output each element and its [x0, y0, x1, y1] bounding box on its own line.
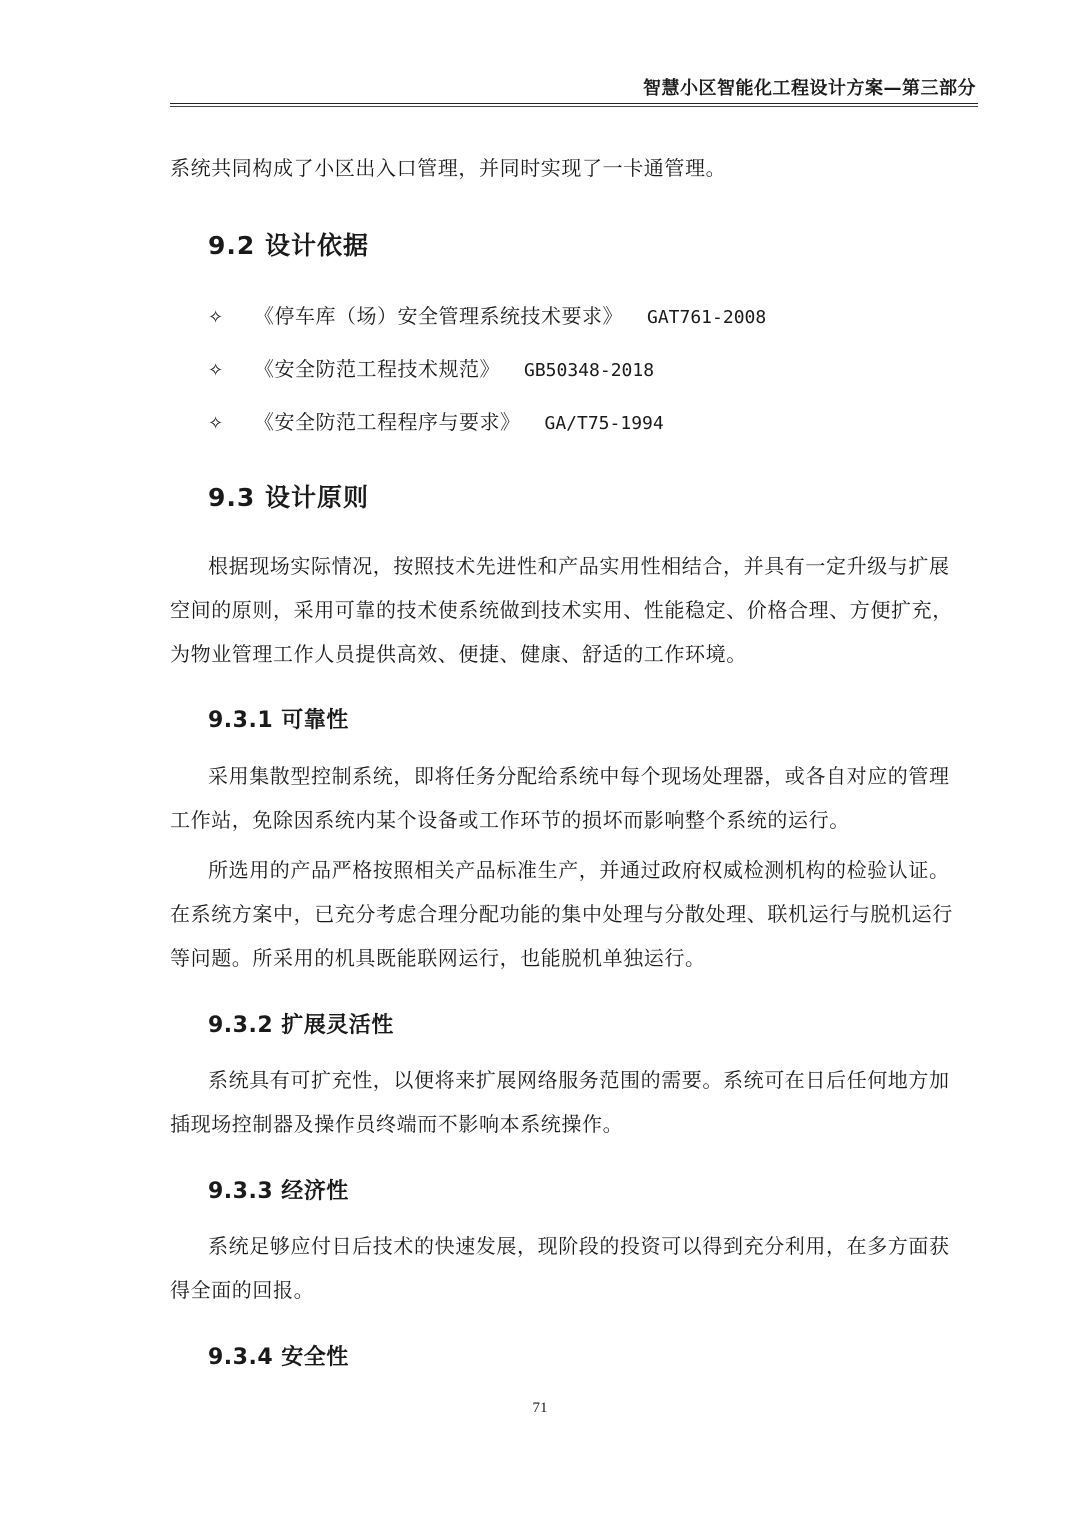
body-paragraph: 根据现场实际情况，按照技术先进性和产品实用性相结合，并具有一定升级与扩展空间的原则，采用可靠的技术使系统做到技术实用、性能稳定、价格合理、方便扩充，为物业管理工作人员提供高效、便捷、健康、舒适的工作环境。 [170, 554, 953, 666]
reference-title: 《安全防范工程技术规范》 [254, 357, 500, 381]
diamond-star-icon: ✧ [208, 307, 224, 328]
reference-item [208, 300, 766, 330]
diamond-star-icon: ✧ [208, 360, 224, 381]
subsection-heading-9-3-4: 9.3.4 安全性 [208, 1345, 349, 1370]
reference-code: GA/T75-1994 [544, 413, 664, 434]
page-number: 71 [532, 1400, 548, 1416]
section-heading-9-2: 9.2 设计依据 [208, 231, 369, 260]
intro-paragraph: 系统共同构成了小区出入口管理，并同时实现了一卡通管理。 [170, 156, 727, 180]
reference-item [208, 406, 664, 436]
body-paragraph: 采用集散型控制系统，即将任务分配给系统中每个现场处理器，或各自对应的管理工作站，免除因系统内某个设备或工作环节的损坏而影响整个系统的运行。 [170, 764, 950, 832]
subsection-heading-9-3-2: 9.3.2 扩展灵活性 [208, 1013, 394, 1038]
reference-item [208, 353, 654, 383]
body-paragraph: 系统足够应付日后技术的快速发展，现阶段的投资可以得到充分利用，在多方面获得全面的回报。 [170, 1234, 950, 1302]
running-header-title: 智慧小区智能化工程设计方案—第三部分 [643, 78, 976, 99]
reference-code: GAT761-2008 [647, 307, 767, 328]
reference-code: GB50348-2018 [524, 360, 655, 381]
reference-title: 《安全防范工程程序与要求》 [254, 410, 521, 434]
subsection-heading-9-3-1: 9.3.1 可靠性 [208, 708, 349, 733]
subsection-heading-9-3-3: 9.3.3 经济性 [208, 1179, 349, 1204]
header-divider [170, 103, 978, 104]
reference-title: 《停车库（场）安全管理系统技术要求》 [254, 304, 623, 328]
diamond-star-icon: ✧ [208, 413, 224, 434]
body-paragraph: 所选用的产品严格按照相关产品标准生产，并通过政府权威检测机构的检验认证。在系统方案中，已充分考虑合理分配功能的集中处理与分散处理、联机运行与脱机运行等问题。所采用的机具既能联网运行，也能脱机单独运行。 [170, 858, 953, 970]
section-heading-9-3: 9.3 设计原则 [208, 483, 369, 512]
header-divider-secondary [170, 106, 978, 107]
body-paragraph: 系统具有可扩充性，以便将来扩展网络服务范围的需要。系统可在日后任何地方加插现场控制器及操作员终端而不影响本系统操作。 [170, 1068, 950, 1136]
